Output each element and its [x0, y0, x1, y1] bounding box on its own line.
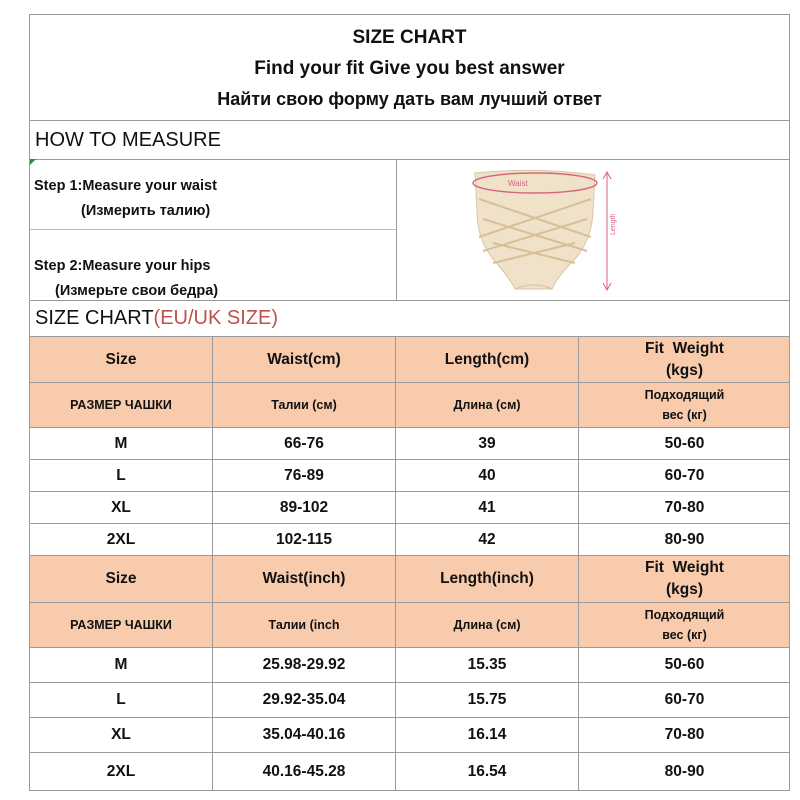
cm-table-header [30, 337, 789, 383]
step1-ru-text: (Измерить талию) [81, 203, 211, 219]
header-cell: Length(cm) [396, 337, 579, 382]
table-row: M 66-76 39 50-60 [30, 428, 789, 460]
chart-header [30, 15, 789, 121]
table-row: XL 89-102 41 70-80 [30, 492, 789, 524]
header-cell: Size [30, 556, 213, 602]
step2-text: Step 2:Measure your hips [34, 258, 211, 274]
inch-table-subheader [30, 603, 789, 648]
shapewear-illustration [397, 159, 790, 300]
table-row: L 29.92-35.04 15.75 60-70 [30, 683, 789, 718]
header-cell: Fit Weight (kgs) [645, 339, 724, 379]
step1-text: Step 1:Measure your waist [34, 178, 217, 194]
header-cell: Size [30, 337, 213, 382]
size-chart-heading [30, 300, 789, 337]
size-chart-title-suffix: (EU/UK SIZE) [153, 307, 278, 329]
table-row: 2XL 102-115 42 80-90 [30, 524, 789, 556]
header-cell: Waist(cm) [213, 337, 396, 382]
cm-table-subheader [30, 383, 789, 428]
subheader-cell: Длина (см) [396, 603, 579, 647]
cell-marker [30, 159, 36, 165]
size-chart-title: SIZE CHART [35, 307, 154, 329]
header-cell: Length(inch) [396, 556, 579, 602]
table-row: L 76-89 40 60-70 [30, 460, 789, 492]
chart-title: SIZE CHART [352, 27, 467, 48]
subheader-cell: Талии (inch [213, 603, 396, 647]
length-label: Length [610, 213, 617, 235]
subheader-cell: Подходящий вес (кг) [644, 608, 725, 642]
how-to-measure-heading: HOW TO MEASURE [30, 120, 789, 160]
subheader-cell: Подходящий вес (кг) [644, 388, 725, 422]
table-row: 2XL 40.16-45.28 16.54 80-90 [30, 753, 789, 791]
table-row: XL 35.04-40.16 16.14 70-80 [30, 718, 789, 753]
subheader-cell: Талии (см) [213, 383, 396, 427]
measure-steps [30, 159, 397, 300]
inch-table-header [30, 556, 789, 603]
header-cell: Fit Weight (kgs) [645, 559, 724, 598]
subheader-cell: РАЗМЕР ЧАШКИ [30, 603, 213, 647]
waist-label: Waist [508, 179, 528, 188]
subheader-cell: Длина (см) [396, 383, 579, 427]
chart-tagline-en: Find your fit Give you best answer [254, 58, 565, 79]
size-chart-frame [29, 14, 790, 791]
table-row: M 25.98-29.92 15.35 50-60 [30, 648, 789, 683]
step2-ru-text: (Измерьте свои бедра) [55, 283, 219, 299]
measure-section [30, 159, 789, 301]
header-cell: Waist(inch) [213, 556, 396, 602]
subheader-cell: РАЗМЕР ЧАШКИ [30, 383, 213, 427]
chart-tagline-ru: Найти свою форму дать вам лучший ответ [217, 89, 602, 109]
